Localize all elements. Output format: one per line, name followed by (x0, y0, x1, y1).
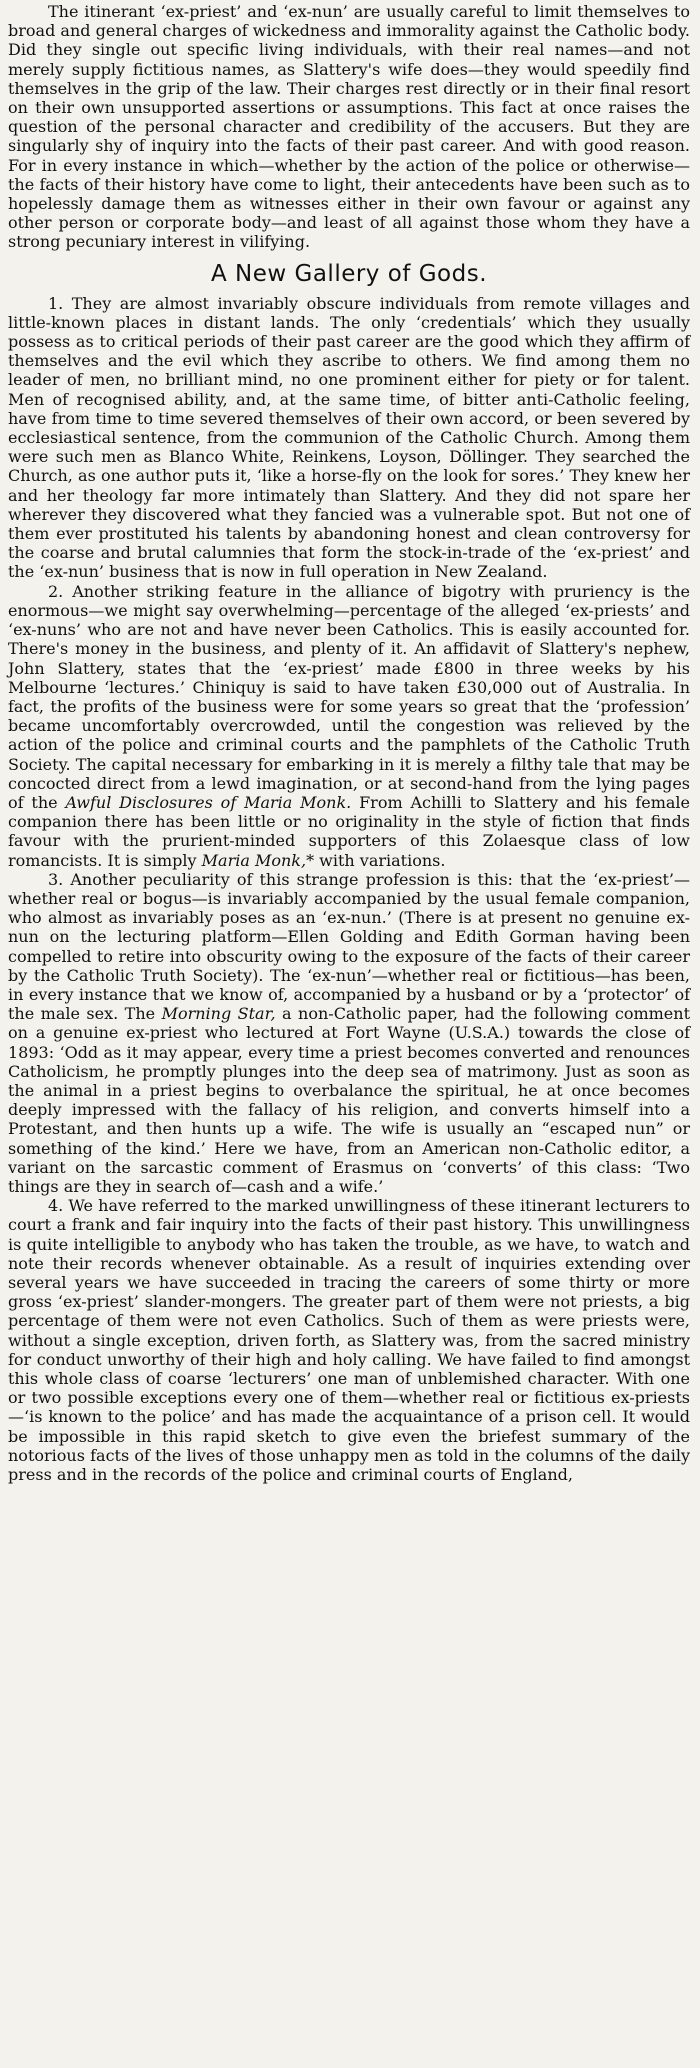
paragraph-2-italic-name: Maria Monk, (201, 850, 307, 870)
paragraph-2-text-c: * with variations. (306, 850, 446, 870)
paragraph-3 (8, 870, 690, 1196)
paragraph-2 (8, 582, 690, 870)
paragraph-2-text-a: 2. Another striking feature in the alliance of bigotry with pruriency is the enormous—we might say overwhelming—percentage of the alleged ‘ex-priests’ and ‘ex-nuns’ who are not and have never been Catholics. This is easily accounted for. There's money in the business, and plenty of it. An affidavit of Slattery's nephew, John Slattery, states that the ‘ex-priest’ made £800 in three weeks by his Melbourne ‘lectures.’ Chiniquy is said to have taken £30,000 out of Australia. In fact, the profits of the business were for some years so great that the ‘profession’ became uncomfortably overcrowded, until the congestion was relieved by the action of the police and criminal courts and the pamphlets of the Catholic Truth Society. The capital necessary for embarking in it is merely a filthy tale that may be concocted direct from a lewd imagination, or at second-hand from the lying pages of the (8, 581, 690, 812)
paragraph-3-text-a: 3. Another peculiarity of this strange profession is this: that the ‘ex-priest’—whether real or bogus—is invariably accompanied by the usual female companion, who almost as invariably poses as an ‘ex-nun.’ (There is at present no genuine ex-nun on the lecturing platform—Ellen Golding and Edith Gorman having been compelled to retire into obscurity owing to the exposure of the facts of their career by the Catholic Truth Society). The ‘ex-nun’—whether real or fictitious—has been, in every instance that we know of, accompanied by a husband or by a ‘protector’ of the male sex. The (8, 869, 690, 1024)
paragraph-4: 4. We have referred to the marked unwillingness of these itinerant lecturers to court a frank and fair inquiry into the facts of their past history. This unwillingness is quite intelligible to anybody who has taken the trouble, as we have, to watch and note their records whenever obtainable. As a result of inquiries extending over several years we have succeeded in tracing the careers of some thirty or more gross ‘ex-priest’ slander-mongers. The greater part of them were not priests, a big percentage of them were not even Catholics. Such of them as were priests were, without a single exception, driven forth, as Slattery was, from the sacred ministry for conduct unworthy of their high and holy calling. We have failed to find amongst this whole class of coarse ‘lecturers’ one man of unblemished character. With one or two possible exceptions every one of them—whether real or fictitious ex-priests—‘is known to the police’ and has made the acquaintance of a prison cell. It would be impossible in this rapid sketch to give even the briefest summary of the notorious facts of the lives of those unhappy men as told in the columns of the daily press and in the records of the police and criminal courts of England, (8, 1196, 690, 1485)
paragraph-2-italic-title: Awful Disclosures of Maria Monk. (65, 792, 352, 812)
paragraph-2-text-b: From Achilli to Slattery and his female companion there has been little or no originality in the style of fiction that finds favour with the prurient-minded supporters of this Zolaesque class of low romancists. It is simply (8, 792, 691, 870)
paragraph-1: 1. They are almost invariably obscure individuals from remote villages and little-known places in distant lands. The only ‘credentials’ which they usually possess as to critical periods of their past career are the good which they affirm of themselves and the evil which they ascribe to others. We find among them no leader of men, no brilliant mind, no one prominent either for piety or for talent. Men of recognised ability, and, at the same time, of bitter anti-Catholic feeling, have from time to time severed themselves of their own accord, or been severed by ecclesiastical sentence, from the communion of the Catholic Church. Among them were such men as Blanco White, Reinkens, Loyson, Döllinger. They searched the Church, as one author puts it, ‘like a horse-fly on the look for sores.’ They knew her and her theology far more intimately than Slattery. And they did not spare her wherever they discovered what they fancied was a vulnerable spot. But not one of them ever prostituted his talents by abandoning honest and clean controversy for the coarse and brutal calumnies that form the stock-in-trade of the ‘ex-priest’ and the ‘ex-nun’ business that is now in full operation in New Zealand. (8, 293, 690, 582)
paragraph-3-italic-paper: Morning Star, (161, 1004, 276, 1024)
paragraph-3-text-b: a non-Catholic paper, had the following comment on a genuine ex-priest who lectured at Fort Wayne (U.S.A.) towards the close of 1893: ‘Odd as it may appear, every time a priest becomes converted and renounces Catholicism, he promptly plunges into the deep sea of matrimony. Just as soon as the animal in a priest begins to overbalance the spiritual, he at once becomes deeply impressed with the fallacy of his religion, and converts himself into a Protestant, and then hunts up a wife. The wife is usually an “escaped nun” or something of the kind.’ Here we have, from an American non-Catholic editor, a variant on the sarcastic comment of Erasmus on ‘converts’ of this class: ‘Two things are they in search of—cash and a wife.’ (8, 1004, 690, 1196)
intro-paragraph: The itinerant ‘ex-priest’ and ‘ex-nun’ are usually careful to limit themselves to broad and general charges of wickedness and immorality against the Catholic body. Did they single out specific living individuals, with their real names—and not merely supply fictitious names, as Slattery's wife does—they would speedily find themselves in the grip of the law. Their charges rest directly or in their final resort on their own unsupported assertions or assumptions. This fact at once raises the question of the personal character and credibility of the accusers. But they are singularly shy of inquiry into the facts of their past career. And with good reason. For in every instance in which—whether by the action of the police or otherwise—the facts of their history have come to light, their antecedents have been such as to hopelessly damage them as witnesses either in their own favour or against any other person or corporate body—and least of all against those whom they have a strong pecuniary interest in vilifying. (8, 2, 690, 252)
section-heading: A New Gallery of Gods. (210, 260, 488, 287)
